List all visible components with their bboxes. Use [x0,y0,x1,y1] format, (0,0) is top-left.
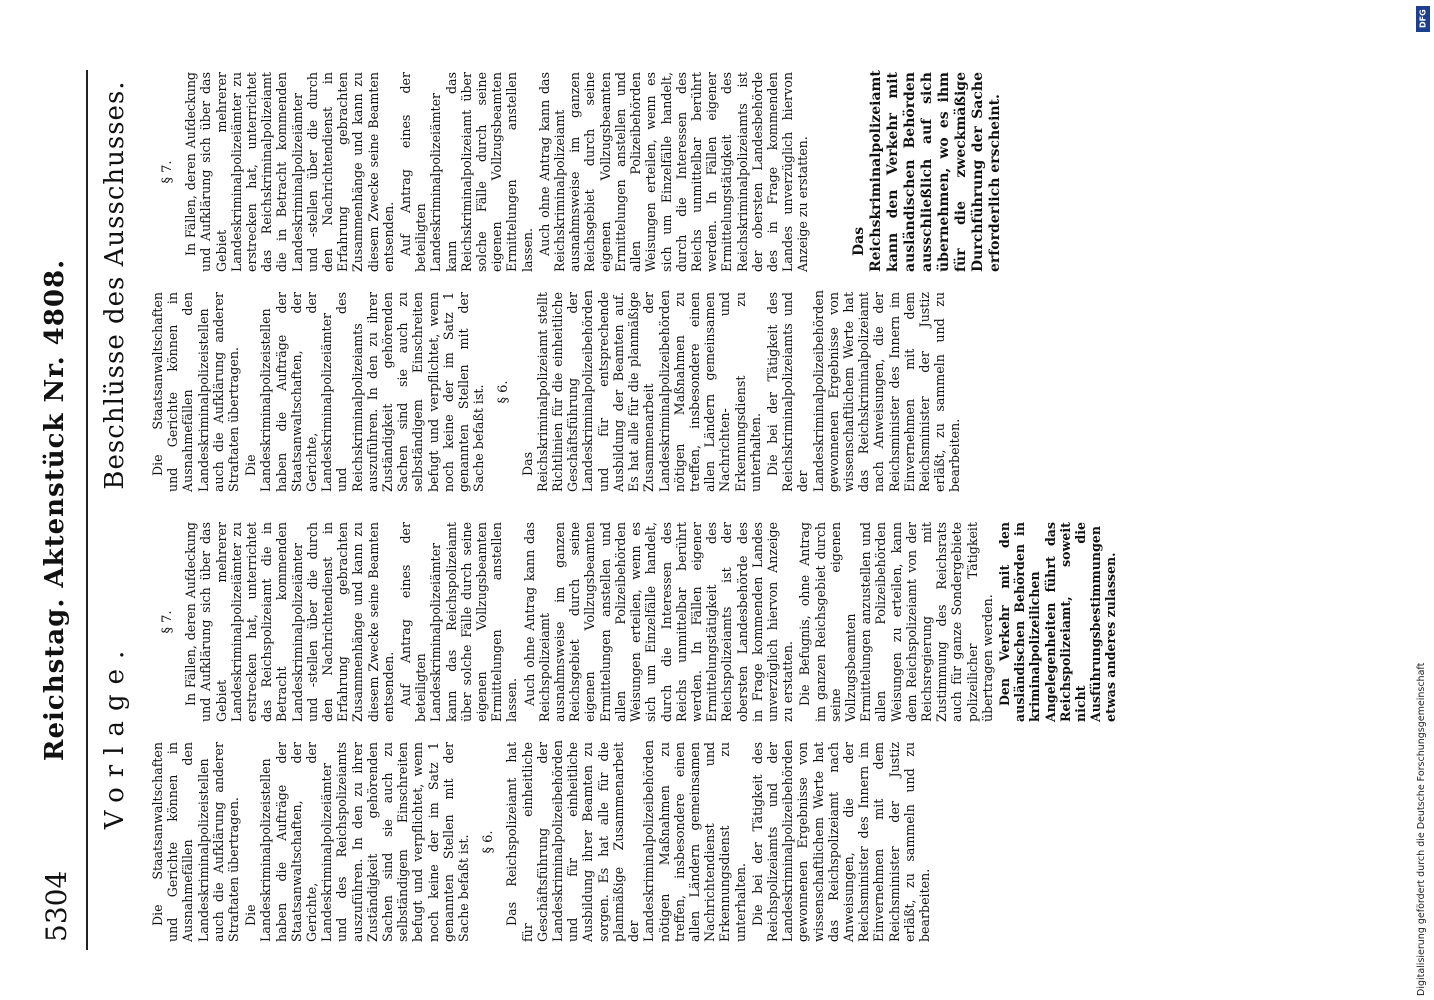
page-number: 5304 [40,870,73,942]
column-2 [150,522,1121,722]
paragraph: Die bei der Tätigkeit des Reichspolizeiamts und der Landeskriminalpolizeibehörden gewonnenen Ergebnisse von wissenschaftlichem Werte hat das Reichspolizeiamt nach Anweisungen, die der Reichsminister des Innern im Einvernehmen mit dem Reichsminister der Justiz erläßt, zu sammeln und zu bearbeiten. [749,740,932,942]
section-heading: § 7. [160,160,175,184]
page-title: Reichstag. Aktenstück Nr. 4808. [40,258,70,762]
paragraph: Die Befugnis, ohne Antrag im ganzen Reichsgebiet durch seine eigenen Vollzugsbeamten Ermittelungen anzustellen und allen Polizeibehörden Weisungen zu erteilen, kann dem Reichspolizeiamt von der Reichsregierung mit Zustimmung des Reichsrats auch für ganze Sondergebiete polizeilicher Tätigkeit übertragen werden. [797,522,995,722]
paragraph: Die Landeskriminalpolizeistellen haben die Aufträge der Staatsanwaltschaften, der Gerichte, der Landeskriminalpolizeiämter und des Reichskriminalpolizeiamts auszuführen. In den zu ihrer Zuständigkeit gehörenden Sachen sind sie auch zu selbständigem Einschreiten befugt und verpflichtet, wenn noch keine der im Satz 1 genannten Stellen mit der Sache befaßt ist. [243,292,487,492]
paragraph: Auf Antrag eines der beteiligten Landeskriminalpolizeiämter kann das Reichspolizeiamt über solche Fälle durch seine eigenen Vollzugsbeamten Ermittelungen anstellen lassen. [398,522,520,722]
column-4 [150,72,1006,272]
paragraph: Die Staatsanwaltschaften und Gerichte können in Ausnahmefällen den Landeskriminalpolizeistellen auch die Aufklärung anderer Straftaten übertragen. [150,742,242,942]
section-heading: § 6. [481,830,497,854]
digitization-note: Digitalisierung gefördert durch die Deutsche Forschungsgemeinschaft [1416,662,1427,996]
paragraph: Das Reichspolizeiamt hat für einheitliche Geschäftsführung der Landeskriminalpolizeibehörden und für einheitliche Ausbildung ihrer Beamten zu sorgen. Es hat alle für die planmäßige Zusammenarbeit der Landeskriminalpolizeibehörden nötigen Maßnahmen zu treffen, insbesondere einen allen Ländern gemeinsamen Nachrichtendienst und Erkennungsdienst zu unterhalten. [504,740,748,942]
paragraph: Auf Antrag eines der beteiligten Landeskriminalpolizeiämter kann das Reichskriminalpolizeiamt über solche Fälle durch seine eigenen Vollzugsbeamten Ermittelungen anstellen lassen. [398,72,535,272]
paragraph: Die Landeskriminalpolizeistellen haben die Aufträge der Staatsanwaltschaften, der Gerichte, der Landeskriminalpolizeiämter und des Reichspolizeiamts auszuführen. In den zu ihrer Zuständigkeit gehörenden Sachen sind sie auch zu selbständigem Einschreiten befugt und verpflichtet, wenn noch keine der im Satz 1 genannten Stellen mit der Sache befaßt ist. [243,742,472,942]
document-page [30,70,1410,950]
paragraph: Auch ohne Antrag kann das Reichspolizeiamt ausnahmsweise im ganzen Reichsgebiet durch seine eigenen Vollzugsbeamten Ermittelungen anstellen und allen Polizeibehörden Weisungen erteilen, wenn es sich um Einzelfälle handelt, durch die Interessen des Reichs unmittelbar berührt werden. In Fällen eigener Ermittelungstätigkeit des Reichspolizeiamts ist der obersten Landesbehörde des in Frage kommenden Landes unverzüglich hiervon Anzeige zu erstatten. [521,522,796,722]
paragraph: Den Verkehr mit den ausländischen Behörden in kriminalpolizeilichen Angelegenheiten führt das Reichspolizeiamt, soweit nicht die Ausführungsbestimmungen etwas anderes zulassen. [996,522,1119,722]
paragraph: In Fällen, deren Aufdeckung und Aufklärung sich über das Gebiet mehrerer Landeskriminalpolizeiämter zu erstrecken hat, unterrichtet das Reichspolizeiamt die in Betracht kommenden Landeskriminalpolizeiämter und -stellen über die durch den Nachrichtendienst in Erfahrung gebrachten Zusammenhänge und kann zu diesem Zwecke seine Beamten entsenden. [183,522,396,722]
paragraph: Das Reichskriminalpolizeiamt kann den Verkehr mit ausländischen Behörden ausschließlich auf sich übernehmen, wo es ihm für die zweckmäßige Durchführung der Sache erforderlich erscheint. [850,70,1003,272]
paragraph: Auch ohne Antrag kann das Reichskriminalpolizeiamt ausnahmsweise im ganzen Reichsgebiet durch seine eigenen Vollzugsbeamten Ermittelungen anstellen und allen Polizeibehörden Weisungen erteilen, wenn es sich um Einzelfälle handelt, durch die Interessen des Reichs unmittelbar berührt werden. In Fällen eigener Ermittelungstätigkeit des Reichskriminalpolizeiamts ist der obersten Landesbehörde des in Frage kommenden Landes unverzüglich hiervon Anzeige zu erstatten. [536,72,811,272]
paragraph: In Fällen, deren Aufdeckung und Aufklärung sich über das Gebiet mehrerer Landeskriminalpolizeiämter zu erstrecken hat, unterrichtet das Reichskriminalpolizeiamt die in Betracht kommenden Landeskriminalpolizeiämter und -stellen über die durch den Nachrichtendienst in Erfahrung gebrachten Zusammenhänge und kann zu diesem Zwecke seine Beamten entsenden. [183,72,396,272]
digitization-sidebar [1416,6,1430,996]
section-heading: § 6. [496,380,512,404]
heading-beschluesse: Beschlüsse des Ausschusses. [100,80,130,490]
paragraph: Das Reichskriminalpolizeiamt stellt Richtlinien für die einheitliche Geschäftsführung der Landeskriminalpolizeibehörden und für entsprechende Ausbildung der Beamten auf. Es hat alle für die planmäßige Zusammenarbeit der Landeskriminalpolizeibehörden nötigen Maßnahmen zu treffen, insbesondere einen allen Ländern gemeinsamen Nachrichten- und Erkennungsdienst zu unterhalten. [519,290,763,492]
column-1 [150,742,934,942]
paragraph: Die bei der Tätigkeit des Reichskriminalpolizeiamts und der Landeskriminalpolizeibehörden gewonnenen Ergebnisse von wissenschaftlichem Werte hat das Reichskriminalpolizeiamt nach Anweisungen, die der Reichsminister des Innern im Einvernehmen mit dem Reichsminister der Justiz erläßt, zu sammeln und zu bearbeiten. [764,290,963,492]
column-3 [150,292,965,492]
paragraph: Die Staatsanwaltschaften und Gerichte können in Ausnahmefällen den Landeskriminalpolizeistellen auch die Aufklärung anderer Straftaten übertragen. [150,292,242,492]
dfg-logo-icon: DFG [1416,6,1430,32]
heading-vorlage: Vorlage. [100,640,130,830]
page-header [30,70,88,950]
section-heading: § 7. [160,610,175,634]
